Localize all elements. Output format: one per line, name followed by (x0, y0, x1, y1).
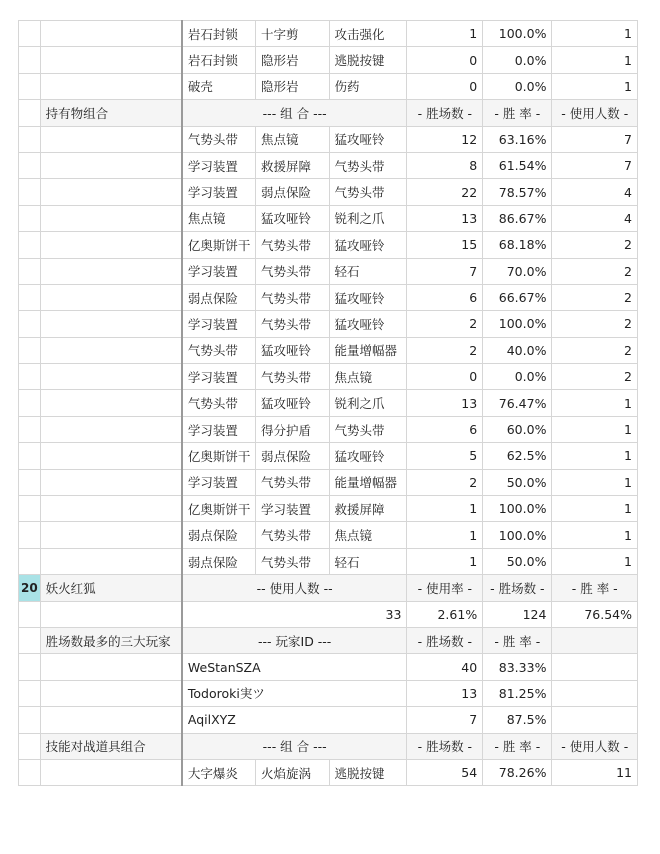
wins-cell[interactable]: 1 (407, 522, 483, 548)
row-index-cell[interactable] (19, 311, 41, 337)
item-1-cell[interactable]: 气势头带 (182, 390, 256, 416)
table-row (19, 496, 638, 522)
users-header[interactable]: - 使用人数 - (552, 733, 638, 759)
users-cell[interactable]: 1 (552, 21, 638, 47)
wins-cell[interactable]: 13 (407, 205, 483, 231)
item-2-cell[interactable]: 气势头带 (255, 522, 329, 548)
pokemon-index[interactable]: 20 (19, 575, 41, 601)
row-index-cell[interactable] (19, 364, 41, 390)
win-rate-cell[interactable]: 78.57% (483, 179, 552, 205)
players-section-header (19, 627, 638, 653)
item-2-cell[interactable]: 气势头带 (255, 469, 329, 495)
table-row (19, 654, 638, 680)
item-1-cell[interactable]: 学习装置 (182, 311, 256, 337)
users-cell[interactable]: 1 (552, 548, 638, 574)
wins-cell[interactable]: 2 (407, 311, 483, 337)
item-2-cell[interactable]: 猛攻哑铃 (255, 390, 329, 416)
table-row (19, 548, 638, 574)
users-cell[interactable]: 4 (552, 205, 638, 231)
label-cell[interactable] (40, 311, 182, 337)
win-rate-cell[interactable]: 0.0% (483, 364, 552, 390)
item-3-cell[interactable]: 轻石 (329, 258, 407, 284)
win-rate-cell[interactable]: 66.67% (483, 284, 552, 310)
item-1-cell[interactable]: 学习装置 (182, 152, 256, 178)
table-row (19, 258, 638, 284)
item-2-cell[interactable]: 救援屏障 (255, 152, 329, 178)
label-cell[interactable] (40, 73, 182, 99)
pokemon-header-row (19, 575, 638, 601)
player-id-header[interactable]: --- 玩家ID --- (182, 627, 407, 653)
item-3-cell[interactable]: 伤药 (329, 73, 407, 99)
player-id-cell[interactable]: AqilXYZ (182, 707, 407, 733)
label-cell[interactable] (40, 416, 182, 442)
users-cell[interactable]: 1 (552, 443, 638, 469)
row-index-cell[interactable] (19, 733, 41, 759)
table-row (19, 759, 638, 785)
row-index-cell[interactable] (19, 390, 41, 416)
rate-header[interactable]: - 胜 率 - (483, 627, 552, 653)
users-cell[interactable]: 2 (552, 337, 638, 363)
win-rate-cell[interactable]: 100.0% (483, 522, 552, 548)
table-row (19, 416, 638, 442)
win-rate-cell[interactable]: 68.18% (483, 232, 552, 258)
win-rate-cell[interactable]: 100.0% (483, 311, 552, 337)
label-cell[interactable] (40, 759, 182, 785)
users-cell[interactable]: 7 (552, 126, 638, 152)
item-3-cell[interactable]: 轻石 (329, 548, 407, 574)
label-cell[interactable] (40, 258, 182, 284)
users-cell[interactable]: 2 (552, 232, 638, 258)
users-cell[interactable]: 1 (552, 522, 638, 548)
table-row (19, 152, 638, 178)
pokemon-values-row (19, 601, 638, 627)
table-row (19, 47, 638, 73)
users-value[interactable]: 33 (182, 601, 407, 627)
table-row (19, 364, 638, 390)
users-cell[interactable]: 1 (552, 496, 638, 522)
wins-cell[interactable]: 8 (407, 152, 483, 178)
users-cell[interactable]: 2 (552, 311, 638, 337)
item-3-cell[interactable]: 气势头带 (329, 416, 407, 442)
empty-cell[interactable] (552, 627, 638, 653)
label-cell[interactable] (40, 364, 182, 390)
item-1-cell[interactable]: 学习装置 (182, 364, 256, 390)
table-row (19, 73, 638, 99)
item-2-cell[interactable]: 得分护盾 (255, 416, 329, 442)
win-rate-cell[interactable]: 78.26% (483, 759, 552, 785)
win-rate-cell[interactable]: 81.25% (483, 680, 552, 706)
item-2-cell[interactable]: 气势头带 (255, 284, 329, 310)
item-2-cell[interactable]: 弱点保险 (255, 443, 329, 469)
item-1-cell[interactable]: 亿奥斯饼干 (182, 496, 256, 522)
item-1-cell[interactable]: 学习装置 (182, 258, 256, 284)
label-cell[interactable] (40, 680, 182, 706)
wins-cell[interactable]: 2 (407, 337, 483, 363)
label-cell[interactable] (40, 654, 182, 680)
win-rate-cell[interactable]: 83.33% (483, 654, 552, 680)
item-1-cell[interactable]: 弱点保险 (182, 284, 256, 310)
item-2-cell[interactable]: 隐形岩 (255, 73, 329, 99)
group-header[interactable]: --- 组 合 --- (182, 733, 407, 759)
win-rate-cell[interactable]: 61.54% (483, 152, 552, 178)
row-index-cell[interactable] (19, 627, 41, 653)
table-row (19, 522, 638, 548)
row-index-cell[interactable] (19, 73, 41, 99)
item-3-cell[interactable]: 猛攻哑铃 (329, 311, 407, 337)
wins-cell[interactable]: 2 (407, 469, 483, 495)
combo-section-header (19, 733, 638, 759)
row-index-cell[interactable] (19, 654, 41, 680)
label-cell[interactable] (40, 337, 182, 363)
users-cell[interactable]: 1 (552, 47, 638, 73)
users-cell[interactable]: 2 (552, 284, 638, 310)
item-3-cell[interactable]: 焦点镜 (329, 522, 407, 548)
wins-header[interactable]: - 胜场数 - (407, 733, 483, 759)
wins-header[interactable]: - 胜场数 - (483, 575, 552, 601)
wins-header[interactable]: - 胜场数 - (407, 100, 483, 126)
row-index-cell[interactable] (19, 469, 41, 495)
label-cell[interactable] (40, 601, 182, 627)
table-row (19, 232, 638, 258)
table-row (19, 311, 638, 337)
row-index-cell[interactable] (19, 284, 41, 310)
row-index-cell[interactable] (19, 759, 41, 785)
wins-cell[interactable]: 1 (407, 496, 483, 522)
row-index-cell[interactable] (19, 707, 41, 733)
win-rate-cell[interactable]: 0.0% (483, 73, 552, 99)
table-row (19, 707, 638, 733)
row-index-cell[interactable] (19, 680, 41, 706)
row-index-cell[interactable] (19, 152, 41, 178)
item-1-cell[interactable]: 气势头带 (182, 126, 256, 152)
users-cell[interactable]: 11 (552, 759, 638, 785)
row-index-cell[interactable] (19, 232, 41, 258)
item-2-cell[interactable]: 气势头带 (255, 548, 329, 574)
label-cell[interactable] (40, 205, 182, 231)
users-cell[interactable]: 7 (552, 152, 638, 178)
row-index-cell[interactable] (19, 258, 41, 284)
wins-cell[interactable]: 7 (407, 707, 483, 733)
item-2-cell[interactable]: 猛攻哑铃 (255, 205, 329, 231)
table-row (19, 284, 638, 310)
win-rate-cell[interactable]: 50.0% (483, 548, 552, 574)
win-rate-cell[interactable]: 60.0% (483, 416, 552, 442)
wins-cell[interactable]: 1 (407, 21, 483, 47)
users-cell[interactable]: 2 (552, 364, 638, 390)
wins-cell[interactable]: 6 (407, 284, 483, 310)
users-cell[interactable]: 1 (552, 416, 638, 442)
label-cell[interactable] (40, 179, 182, 205)
empty-cell[interactable] (552, 707, 638, 733)
win-rate-header[interactable]: - 胜 率 - (552, 575, 638, 601)
label-cell[interactable] (40, 548, 182, 574)
table-row (19, 126, 638, 152)
item-1-cell[interactable]: 亿奥斯饼干 (182, 443, 256, 469)
item-3-cell[interactable]: 锐利之爪 (329, 390, 407, 416)
item-1-cell[interactable]: 学习装置 (182, 469, 256, 495)
row-index-cell[interactable] (19, 100, 41, 126)
label-cell[interactable] (40, 232, 182, 258)
win-rate-value[interactable]: 76.54% (552, 601, 638, 627)
item-1-cell[interactable]: 气势头带 (182, 337, 256, 363)
item-3-cell[interactable]: 焦点镜 (329, 364, 407, 390)
row-index-cell[interactable] (19, 496, 41, 522)
wins-cell[interactable]: 15 (407, 232, 483, 258)
users-header[interactable]: - 使用人数 - (552, 100, 638, 126)
label-cell[interactable] (40, 390, 182, 416)
users-header[interactable]: -- 使用人数 -- (182, 575, 407, 601)
wins-cell[interactable]: 6 (407, 416, 483, 442)
row-index-cell[interactable] (19, 21, 41, 47)
item-3-cell[interactable]: 猛攻哑铃 (329, 232, 407, 258)
table-row (19, 21, 638, 47)
users-cell[interactable]: 1 (552, 469, 638, 495)
item-3-cell[interactable]: 气势头带 (329, 179, 407, 205)
row-index-cell[interactable] (19, 443, 41, 469)
table-row (19, 443, 638, 469)
group-header[interactable]: --- 组 合 --- (182, 100, 407, 126)
wins-cell[interactable]: 0 (407, 73, 483, 99)
wins-cell[interactable]: 40 (407, 654, 483, 680)
label-cell[interactable] (40, 522, 182, 548)
item-1-cell[interactable]: 大字爆炎 (182, 759, 256, 785)
wins-cell[interactable]: 0 (407, 364, 483, 390)
items-section-header (19, 100, 638, 126)
label-cell[interactable] (40, 443, 182, 469)
row-index-cell[interactable] (19, 205, 41, 231)
usage-rate-header[interactable]: - 使用率 - (407, 575, 483, 601)
pokemon-name[interactable]: 妖火红狐 (40, 575, 182, 601)
section-label[interactable]: 胜场数最多的三大玩家 (40, 627, 182, 653)
item-3-cell[interactable]: 气势头带 (329, 152, 407, 178)
wins-cell[interactable]: 13 (407, 390, 483, 416)
item-1-cell[interactable]: 弱点保险 (182, 548, 256, 574)
item-1-cell[interactable]: 岩石封锁 (182, 47, 256, 73)
label-cell[interactable] (40, 496, 182, 522)
label-cell[interactable] (40, 47, 182, 73)
item-2-cell[interactable]: 气势头带 (255, 311, 329, 337)
wins-header[interactable]: - 胜场数 - (407, 627, 483, 653)
item-3-cell[interactable]: 锐利之爪 (329, 205, 407, 231)
stats-sheet (18, 20, 638, 786)
label-cell[interactable] (40, 469, 182, 495)
table-row (19, 390, 638, 416)
item-3-cell[interactable]: 救援屏障 (329, 496, 407, 522)
usage-rate-value[interactable]: 2.61% (407, 601, 483, 627)
item-1-cell[interactable]: 破壳 (182, 73, 256, 99)
row-index-cell[interactable] (19, 548, 41, 574)
rate-header[interactable]: - 胜 率 - (483, 733, 552, 759)
win-rate-cell[interactable]: 40.0% (483, 337, 552, 363)
item-2-cell[interactable]: 学习装置 (255, 496, 329, 522)
player-id-cell[interactable]: Todoroki実ツ (182, 680, 407, 706)
player-id-cell[interactable]: WeStanSZA (182, 654, 407, 680)
item-2-cell[interactable]: 十字剪 (255, 21, 329, 47)
users-cell[interactable]: 1 (552, 390, 638, 416)
label-cell[interactable] (40, 707, 182, 733)
wins-cell[interactable]: 54 (407, 759, 483, 785)
wins-cell[interactable]: 0 (407, 47, 483, 73)
win-rate-cell[interactable]: 50.0% (483, 469, 552, 495)
wins-value[interactable]: 124 (483, 601, 552, 627)
row-index-cell[interactable] (19, 522, 41, 548)
item-1-cell[interactable]: 学习装置 (182, 179, 256, 205)
win-rate-cell[interactable]: 62.5% (483, 443, 552, 469)
row-index-cell[interactable] (19, 601, 41, 627)
label-cell[interactable] (40, 284, 182, 310)
item-2-cell[interactable]: 火焰旋涡 (255, 759, 329, 785)
item-2-cell[interactable]: 隐形岩 (255, 47, 329, 73)
win-rate-cell[interactable]: 87.5% (483, 707, 552, 733)
users-cell[interactable]: 2 (552, 258, 638, 284)
table-row (19, 179, 638, 205)
win-rate-cell[interactable]: 70.0% (483, 258, 552, 284)
table-row (19, 680, 638, 706)
item-2-cell[interactable]: 气势头带 (255, 364, 329, 390)
wins-cell[interactable]: 13 (407, 680, 483, 706)
label-cell[interactable] (40, 152, 182, 178)
empty-cell[interactable] (552, 654, 638, 680)
item-2-cell[interactable]: 猛攻哑铃 (255, 337, 329, 363)
win-rate-cell[interactable]: 76.47% (483, 390, 552, 416)
item-2-cell[interactable]: 弱点保险 (255, 179, 329, 205)
table-row (19, 337, 638, 363)
item-3-cell[interactable]: 攻击强化 (329, 21, 407, 47)
row-index-cell[interactable] (19, 416, 41, 442)
wins-cell[interactable]: 7 (407, 258, 483, 284)
table-row (19, 469, 638, 495)
label-cell[interactable] (40, 21, 182, 47)
win-rate-cell[interactable]: 100.0% (483, 21, 552, 47)
table-row (19, 205, 638, 231)
users-cell[interactable]: 1 (552, 73, 638, 99)
item-2-cell[interactable]: 气势头带 (255, 258, 329, 284)
empty-cell[interactable] (552, 680, 638, 706)
item-1-cell[interactable]: 焦点镜 (182, 205, 256, 231)
item-3-cell[interactable]: 猛攻哑铃 (329, 126, 407, 152)
wins-cell[interactable]: 5 (407, 443, 483, 469)
item-2-cell[interactable]: 焦点镜 (255, 126, 329, 152)
win-rate-cell[interactable]: 86.67% (483, 205, 552, 231)
item-1-cell[interactable]: 亿奥斯饼干 (182, 232, 256, 258)
item-3-cell[interactable]: 能量增幅器 (329, 469, 407, 495)
item-1-cell[interactable]: 学习装置 (182, 416, 256, 442)
win-rate-cell[interactable]: 100.0% (483, 496, 552, 522)
item-1-cell[interactable]: 弱点保险 (182, 522, 256, 548)
win-rate-cell[interactable]: 0.0% (483, 47, 552, 73)
section-label[interactable]: 持有物组合 (40, 100, 182, 126)
rate-header[interactable]: - 胜 率 - (483, 100, 552, 126)
item-2-cell[interactable]: 气势头带 (255, 232, 329, 258)
item-1-cell[interactable]: 岩石封锁 (182, 21, 256, 47)
users-cell[interactable]: 4 (552, 179, 638, 205)
wins-cell[interactable]: 12 (407, 126, 483, 152)
row-index-cell[interactable] (19, 179, 41, 205)
win-rate-cell[interactable]: 63.16% (483, 126, 552, 152)
row-index-cell[interactable] (19, 47, 41, 73)
wins-cell[interactable]: 22 (407, 179, 483, 205)
wins-cell[interactable]: 1 (407, 548, 483, 574)
item-3-cell[interactable]: 能量增幅器 (329, 337, 407, 363)
row-index-cell[interactable] (19, 126, 41, 152)
item-3-cell[interactable]: 逃脱按键 (329, 759, 407, 785)
label-cell[interactable] (40, 126, 182, 152)
row-index-cell[interactable] (19, 337, 41, 363)
item-3-cell[interactable]: 猛攻哑铃 (329, 284, 407, 310)
item-3-cell[interactable]: 猛攻哑铃 (329, 443, 407, 469)
item-3-cell[interactable]: 逃脱按键 (329, 47, 407, 73)
section-label[interactable]: 技能对战道具组合 (40, 733, 182, 759)
